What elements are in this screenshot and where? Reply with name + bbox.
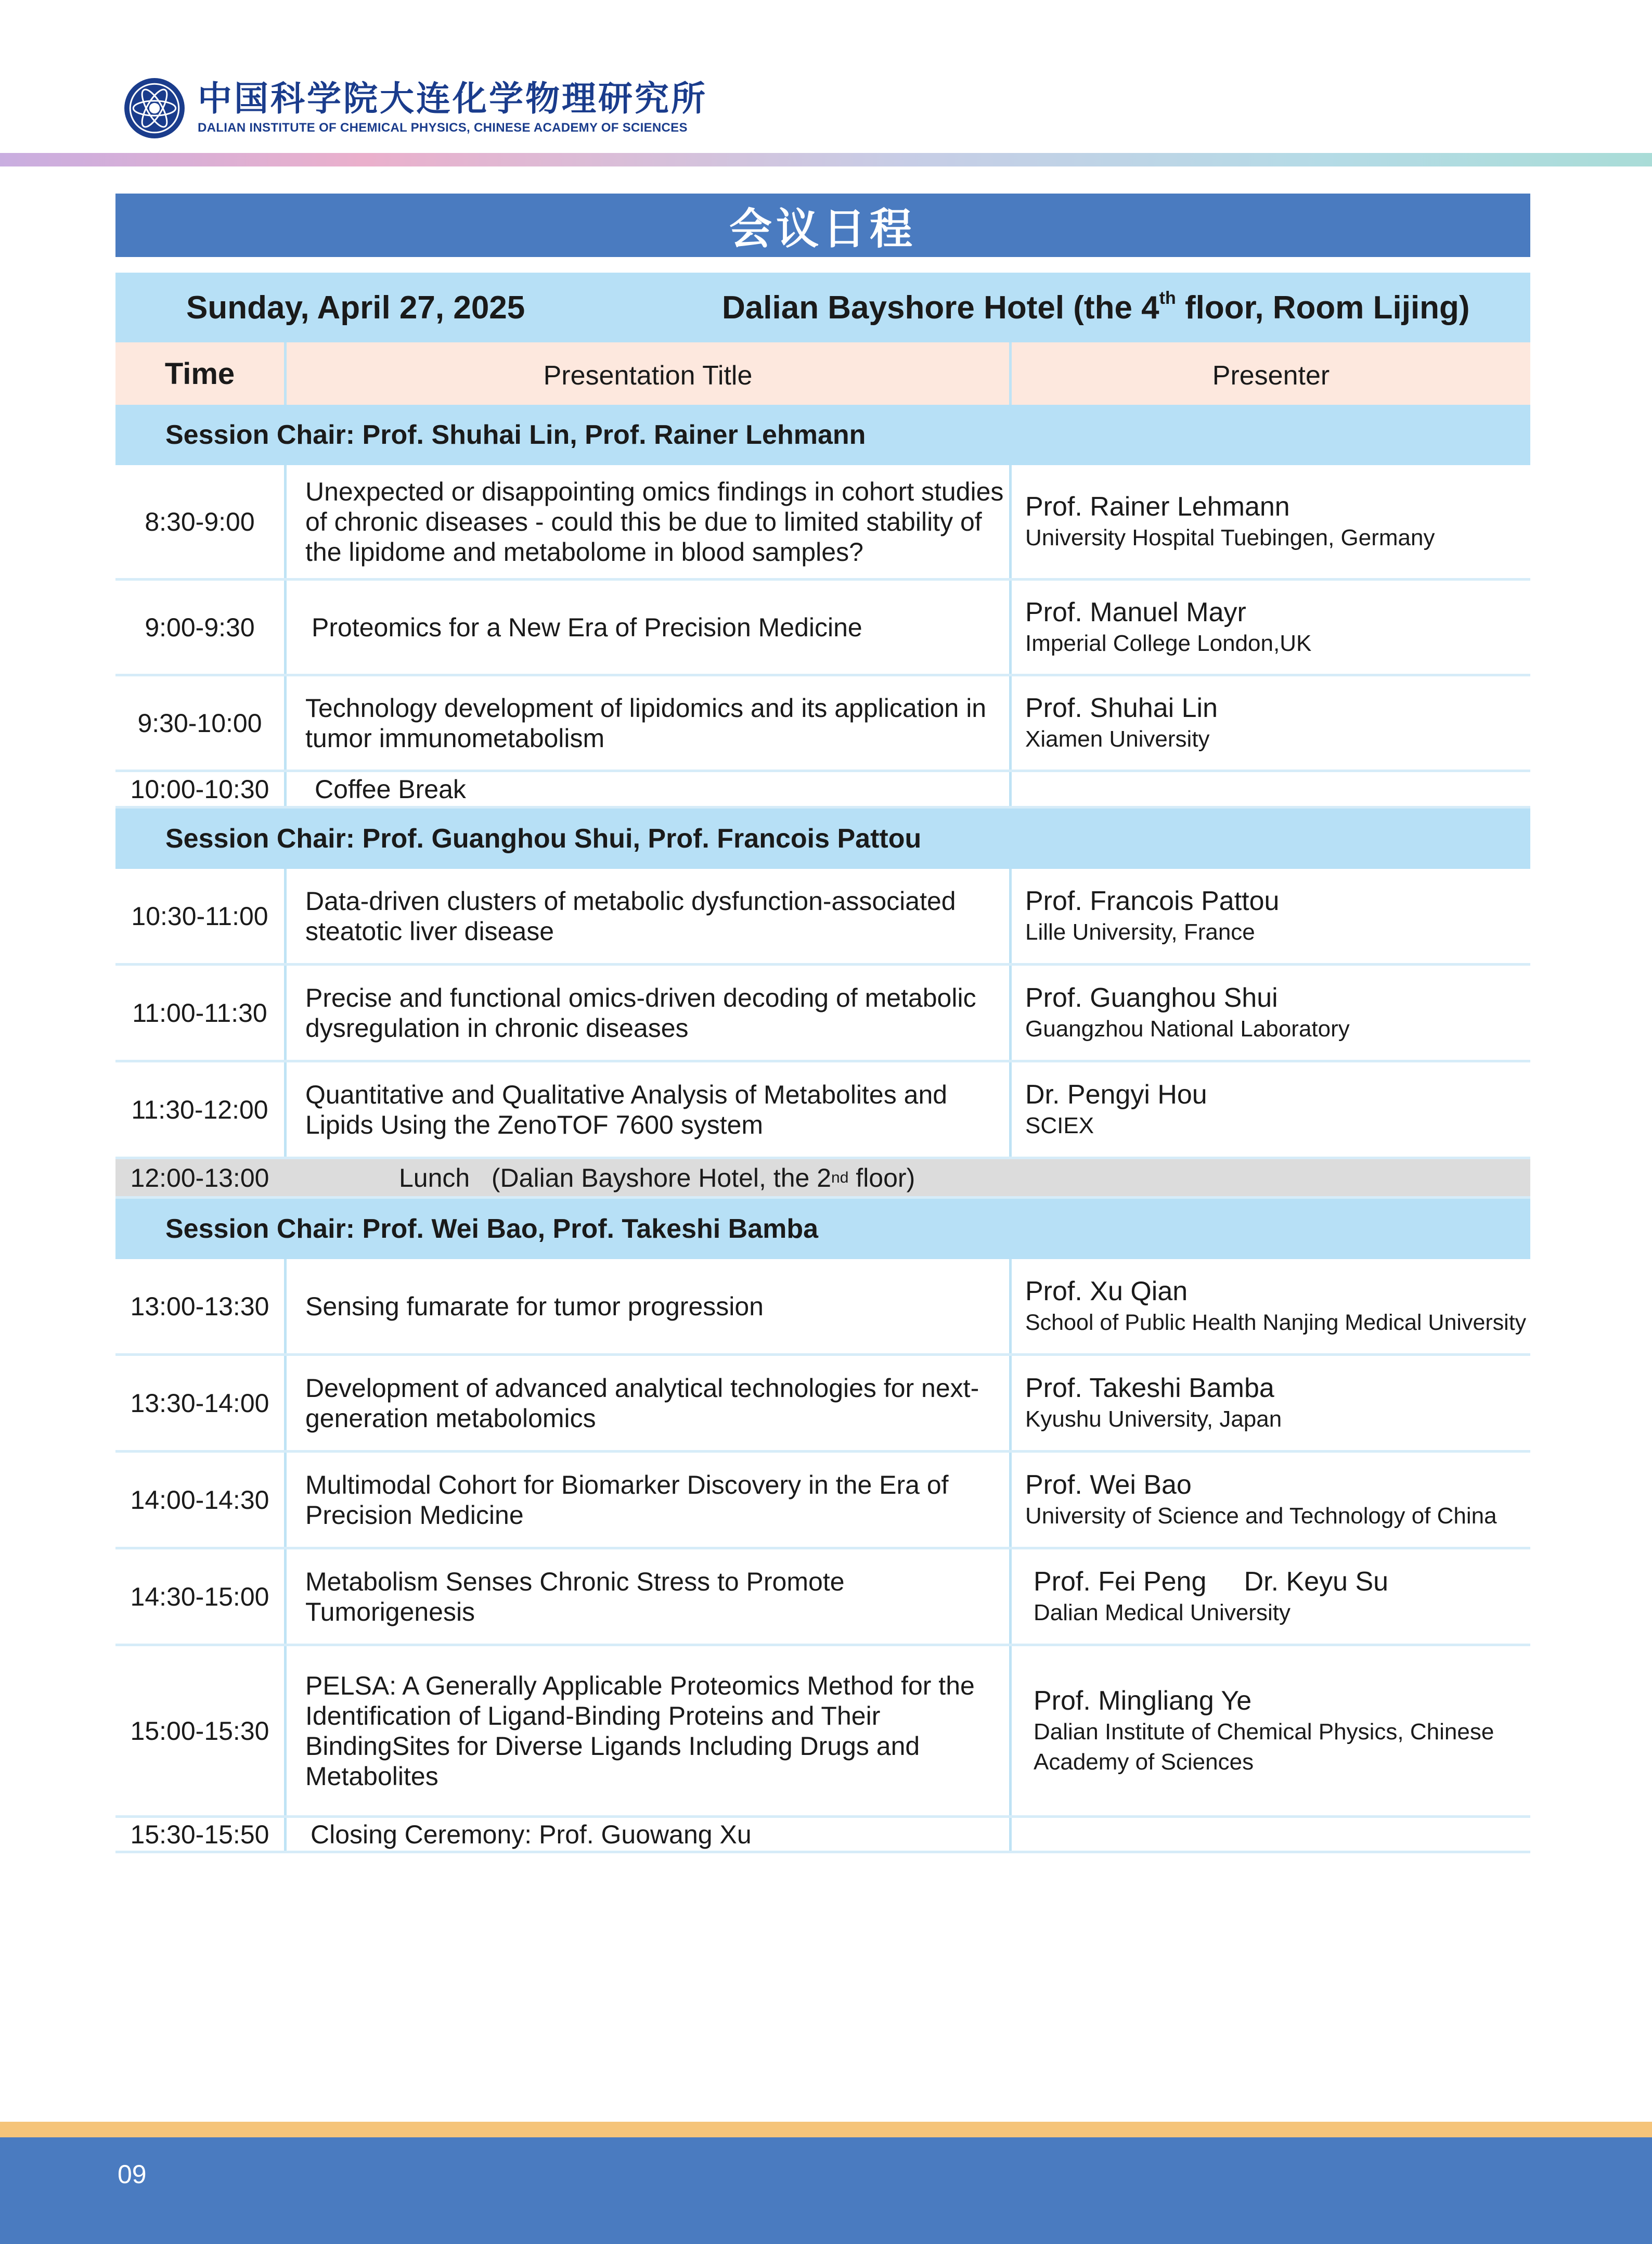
presenter-affiliation: University Hospital Tuebingen, Germany: [1025, 524, 1435, 550]
title-cell: Quantitative and Qualitative Analysis of Metabolites and Lipids Using the ZenoTOF 7600 system: [284, 1062, 1009, 1157]
time-cell: 8:30-9:00: [145, 507, 255, 536]
time-cell: 11:00-11:30: [132, 998, 267, 1028]
table-row: [115, 465, 1530, 581]
presenter-affiliation: SCIEX: [1025, 1112, 1094, 1138]
presenter-name: Prof. Shuhai Lin: [1025, 693, 1218, 723]
presenter-affiliation: Xiamen University: [1025, 726, 1210, 752]
table-row: [115, 772, 1530, 809]
time-cell: 10:00-10:30: [130, 774, 269, 804]
header-gradient-bar: [0, 153, 1652, 166]
presenter-affiliation: University of Science and Technology of China: [1025, 1503, 1497, 1529]
time-cell: 14:00-14:30: [130, 1485, 269, 1515]
table-row: [115, 1549, 1530, 1646]
presenter-affiliation: Lille University, France: [1025, 919, 1255, 945]
time-cell: 13:30-14:00: [130, 1388, 269, 1418]
presenter-name: Prof. Fei Peng Dr. Keyu Su: [1034, 1566, 1389, 1597]
session-chair-row: Session Chair: Prof. Wei Bao, Prof. Takeshi Bamba: [115, 1199, 1530, 1259]
date-venue-bar: [115, 273, 1530, 342]
title-cell: Coffee Break: [284, 772, 1009, 806]
presenter-cell: [1009, 1259, 1530, 1353]
column-header-time: Time: [164, 356, 235, 391]
presenter-name: Prof. Manuel Mayr: [1025, 597, 1246, 627]
presenter-cell: [1009, 869, 1530, 963]
title-cell: Technology development of lipidomics and its application in tumor immunometabolism: [284, 676, 1009, 770]
presenter-cell: [1009, 1549, 1530, 1644]
time-cell: 9:30-10:00: [137, 708, 262, 738]
title-cell: Proteomics for a New Era of Precision Medicine: [284, 581, 1009, 674]
title-cell: Precise and functional omics-driven decoding of metabolic dysregulation in chronic diseases: [284, 966, 1009, 1060]
footer-accent-stripe: [0, 2122, 1652, 2137]
presenter-affiliation: Guangzhou National Laboratory: [1025, 1016, 1350, 1042]
table-header: [115, 342, 1530, 405]
schedule-date: Sunday, April 27, 2025: [186, 290, 525, 326]
time-cell: 13:00-13:30: [130, 1291, 269, 1321]
table-row: [115, 676, 1530, 772]
table-row: [115, 869, 1530, 966]
presenter-cell: [1009, 676, 1530, 770]
presenter-name: Prof. Xu Qian: [1025, 1276, 1188, 1306]
column-header-title: Presentation Title: [284, 342, 1009, 405]
title-cell: Development of advanced analytical technologies for next-generation metabolomics: [284, 1356, 1009, 1450]
presenter-cell: [1009, 1646, 1530, 1815]
table-row: [115, 581, 1530, 676]
presenter-name: Prof. Guanghou Shui: [1025, 982, 1278, 1013]
page-number: 09: [118, 2160, 147, 2189]
institute-emblem-icon: [123, 76, 186, 140]
title-cell: Multimodal Cohort for Biomarker Discovery in the Era of Precision Medicine: [284, 1453, 1009, 1547]
table-row: [115, 1646, 1530, 1818]
logo-english-name: DALIAN INSTITUTE OF CHEMICAL PHYSICS, CHINESE ACADEMY OF SCIENCES: [198, 121, 688, 135]
title-cell: Closing Ceremony: Prof. Guowang Xu: [284, 1818, 1009, 1851]
page-footer: [0, 2137, 1652, 2244]
schedule-banner: 会议日程: [115, 194, 1530, 257]
presenter-cell: [1009, 465, 1530, 578]
column-header-presenter: Presenter: [1009, 342, 1530, 405]
presenter-cell: [1009, 1159, 1530, 1196]
presenter-cell: [1009, 772, 1530, 806]
title-cell: Unexpected or disappointing omics findings in cohort studies of chronic diseases - could this be due to limited stability of the lipidome and metabolome in blood samples?: [284, 465, 1009, 578]
time-cell: 11:30-12:00: [131, 1095, 268, 1124]
presenter-cell: [1009, 966, 1530, 1060]
presenter-name: Prof. Rainer Lehmann: [1025, 491, 1290, 522]
time-cell: 15:30-15:50: [130, 1819, 269, 1849]
time-cell: 14:30-15:00: [130, 1582, 269, 1611]
presenter-name: Prof. Wei Bao: [1025, 1469, 1192, 1500]
session-chair-row: Session Chair: Prof. Shuhai Lin, Prof. Rainer Lehmann: [115, 405, 1530, 465]
institute-logo: [123, 76, 707, 140]
table-row: [115, 1453, 1530, 1549]
presenter-cell: [1009, 1818, 1530, 1851]
presenter-cell: [1009, 1453, 1530, 1547]
lunch-row: [115, 1159, 1530, 1199]
presenter-affiliation: Dalian Institute of Chemical Physics, Chinese Academy of Sciences: [1034, 1719, 1494, 1775]
table-row: [115, 1259, 1530, 1356]
table-row: [115, 966, 1530, 1062]
presenter-cell: [1009, 1356, 1530, 1450]
presenter-affiliation: Kyushu University, Japan: [1025, 1406, 1282, 1432]
schedule-table: [115, 194, 1530, 1853]
presenter-name: Prof. Takeshi Bamba: [1025, 1373, 1274, 1403]
time-cell: 15:00-15:30: [130, 1716, 269, 1746]
title-cell: Lunch (Dalian Bayshore Hotel, the 2 nd floor): [284, 1159, 1009, 1196]
presenter-name: Prof. Francois Pattou: [1025, 886, 1280, 916]
title-cell: Sensing fumarate for tumor progression: [284, 1259, 1009, 1353]
table-row: [115, 1356, 1530, 1453]
logo-chinese-name: 中国科学院大连化学物理研究所: [198, 78, 707, 119]
title-cell: Metabolism Senses Chronic Stress to Promote Tumorigenesis: [284, 1549, 1009, 1644]
table-row: [115, 1062, 1530, 1159]
presenter-cell: [1009, 1062, 1530, 1157]
presenter-affiliation: Dalian Medical University: [1034, 1599, 1290, 1625]
time-cell: 9:00-9:30: [145, 612, 255, 642]
presenter-affiliation: School of Public Health Nanjing Medical University: [1025, 1310, 1527, 1335]
time-cell: 12:00-13:00: [130, 1163, 269, 1192]
schedule-venue: Dalian Bayshore Hotel (the 4th floor, Room Lijing): [722, 288, 1470, 326]
presenter-cell: [1009, 581, 1530, 674]
session-chair-row: Session Chair: Prof. Guanghou Shui, Prof. Francois Pattou: [115, 809, 1530, 869]
presenter-name: Dr. Pengyi Hou: [1025, 1079, 1207, 1110]
presenter-affiliation: Imperial College London,UK: [1025, 630, 1312, 656]
title-cell: Data-driven clusters of metabolic dysfunction-associated steatotic liver disease: [284, 869, 1009, 963]
title-cell: PELSA: A Generally Applicable Proteomics Method for the Identification of Ligand-Binding Proteins and Their BindingSites for Diverse Ligands Including Drugs and Metabolites: [284, 1646, 1009, 1815]
time-cell: 10:30-11:00: [131, 901, 268, 931]
table-row: [115, 1818, 1530, 1853]
presenter-name: Prof. Mingliang Ye: [1034, 1685, 1252, 1716]
